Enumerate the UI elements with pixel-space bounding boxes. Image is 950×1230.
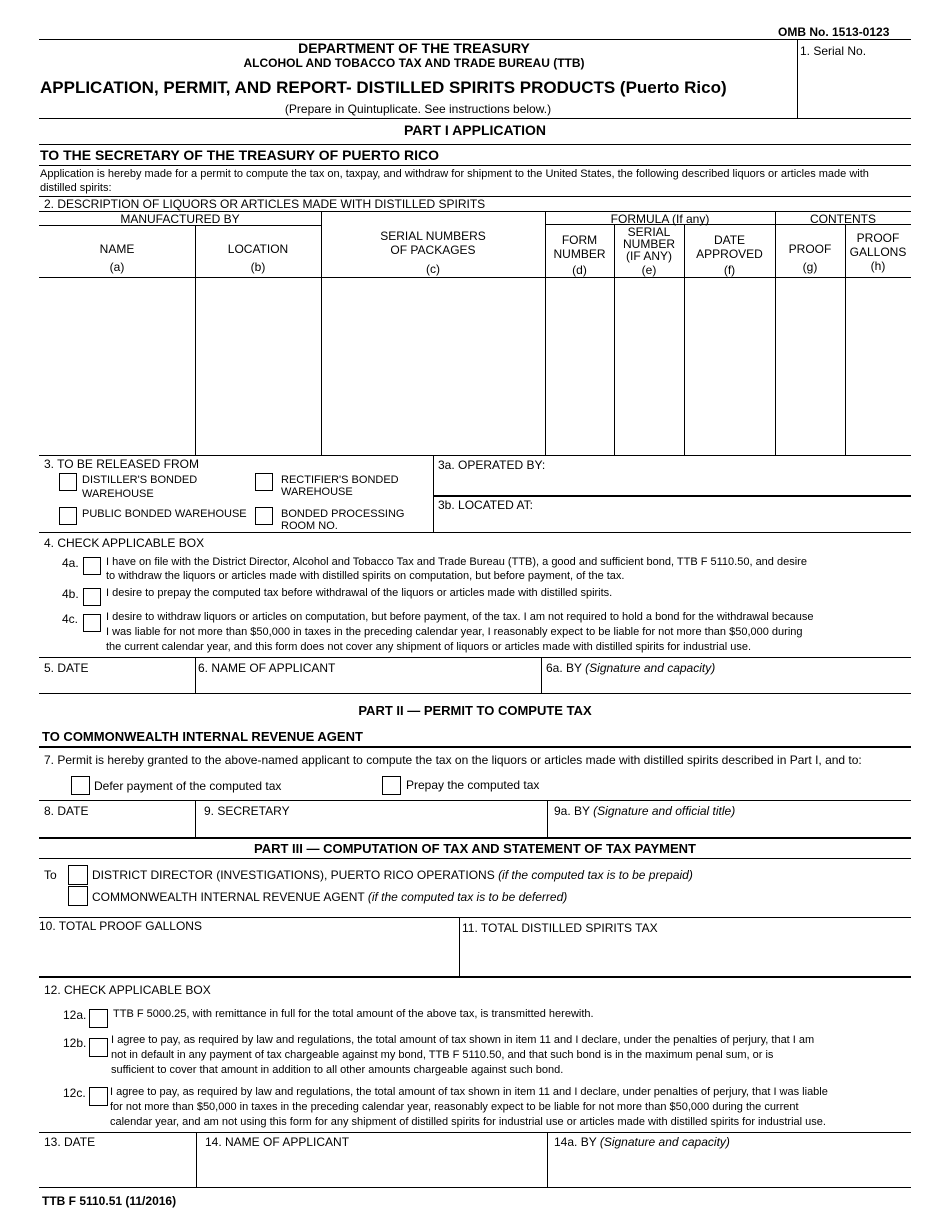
rule <box>39 746 911 748</box>
item9a-label: 9a. BY (Signature and official title) <box>554 804 736 818</box>
rule <box>39 693 911 694</box>
col-c-label1: SERIAL NUMBERS <box>380 229 486 243</box>
rectifiers-label-1: RECTIFIER'S BONDED <box>281 474 399 486</box>
item12b-text-2: not in default in any payment of tax chargeable against my bond, TTB F 5110.50, and that such bond is in the maximum penal sum, or is <box>111 1049 774 1061</box>
item12a-label: 12a. <box>63 1008 87 1022</box>
operated-by-field[interactable] <box>438 472 908 494</box>
part1-heading: PART I APPLICATION <box>403 122 547 138</box>
item4a-checkbox[interactable] <box>83 557 101 575</box>
item6-name-field[interactable] <box>198 676 538 692</box>
item4b-text-1: I desire to prepay the computed tax before withdrawal of the liquors or articles made with distilled spirits. <box>106 587 613 599</box>
defer-payment-checkbox[interactable] <box>71 776 90 795</box>
bonded-processing-label-2: ROOM NO. <box>281 520 338 532</box>
bureau-name: ALCOHOL AND TOBACCO TAX AND TRADE BUREAU (TTB) <box>243 56 585 70</box>
prepay-checkbox[interactable] <box>382 776 401 795</box>
part3-heading: PART III — COMPUTATION OF TAX AND STATEMENT OF TAX PAYMENT <box>254 841 696 856</box>
item10-label: 10. TOTAL PROOF GALLONS <box>39 919 202 933</box>
item12c-text-2: for not more than $50,000 in taxes in the preceding calendar year, reasonably expect to be liable for not more than $50,000 during the current <box>110 1101 799 1113</box>
district-director-checkbox[interactable] <box>68 865 88 885</box>
col-f-letter: (f) <box>723 263 736 277</box>
item4-label: 4. CHECK APPLICABLE BOX <box>44 536 205 550</box>
operated-by-label: 3a. OPERATED BY: <box>438 458 546 472</box>
col-c-label2: OF PACKAGES <box>390 243 476 257</box>
item14a-signature-field[interactable] <box>554 1152 908 1184</box>
item12-label: 12. CHECK APPLICABLE BOX <box>44 983 211 997</box>
item8-label: 8. DATE <box>44 804 89 818</box>
contents-header: CONTENTS <box>810 212 876 226</box>
rule <box>39 657 911 658</box>
item14-name-field[interactable] <box>205 1152 543 1184</box>
col-a-letter: (a) <box>109 260 125 274</box>
col-b-label: LOCATION <box>227 242 289 256</box>
item8-date-field[interactable] <box>44 819 192 835</box>
name-cell[interactable] <box>40 278 194 454</box>
col-d-letter: (d) <box>572 263 587 277</box>
col-f-label1: DATE <box>713 233 746 247</box>
rule <box>39 1132 911 1133</box>
distillers-bonded-warehouse-checkbox[interactable] <box>59 473 77 491</box>
proof-cell[interactable] <box>776 278 844 454</box>
item4b-checkbox[interactable] <box>83 588 101 606</box>
proof-gallons-cell[interactable] <box>846 278 910 454</box>
part1-to-line: TO THE SECRETARY OF THE TREASURY OF PUERTO RICO <box>40 147 440 163</box>
commonwealth-agent-label: COMMONWEALTH INTERNAL REVENUE AGENT (if the computed tax is to be deferred) <box>92 890 568 904</box>
item4b-label: 4b. <box>62 587 79 601</box>
manufactured-by-header: MANUFACTURED BY <box>120 212 240 226</box>
col-b-letter: (b) <box>250 260 266 274</box>
rule <box>39 144 911 145</box>
item5-date-field[interactable] <box>44 676 192 692</box>
item10-divider <box>459 917 460 977</box>
item8-divider <box>195 800 196 837</box>
item6a-signature-field[interactable] <box>546 676 908 692</box>
commonwealth-agent-checkbox[interactable] <box>68 886 88 906</box>
distillers-label-2: WAREHOUSE <box>82 488 154 500</box>
item13-date-field[interactable] <box>44 1152 192 1184</box>
item12b-text-1: I agree to pay, as required by law and regulations, the total amount of tax shown in item 11 and I declare, under the penalties of perjury, that I am <box>111 1034 815 1046</box>
item3-divider <box>433 455 434 532</box>
rule <box>39 532 911 533</box>
item9-label: 9. SECRETARY <box>204 804 290 818</box>
item4c-text-1: I desire to withdraw liquors or articles on computation, but before payment, of the tax. I am not required to hold a bond for the withdrawal because <box>106 611 814 623</box>
col-h-letter: (h) <box>870 259 886 273</box>
rule <box>39 800 911 801</box>
col-h-label1: PROOF <box>856 231 900 245</box>
form-subtitle: (Prepare in Quintuplicate. See instructions below.) <box>284 102 552 116</box>
total-distilled-spirits-tax-field[interactable] <box>464 936 908 974</box>
part1-intro: Application is hereby made for a permit to compute the tax on, taxpay, and withdraw for shipment to the United States, the following described liquors or articles made with distilled spirits: <box>40 168 869 194</box>
omb-number: OMB No. 1513-0123 <box>778 25 890 39</box>
rule <box>39 837 911 839</box>
item14-label: 14. NAME OF APPLICANT <box>205 1135 350 1149</box>
item12c-text-1: I agree to pay, as required by law and regulations, the total amount of tax shown in item 11 and I declare, under penalties of perjury, that I was liable <box>110 1086 828 1098</box>
rule <box>39 858 911 859</box>
item7-text: 7. Permit is hereby granted to the above-named applicant to compute the tax on the liquors or articles made with distilled spirits described in Part I, and to: <box>44 753 862 767</box>
rectifiers-bonded-warehouse-checkbox[interactable] <box>255 473 273 491</box>
item12c-checkbox[interactable] <box>89 1087 108 1106</box>
item4a-text-2: to withdraw the liquors or articles made with distilled spirits on computation, but before payment, of the tax. <box>106 570 625 582</box>
form-title: APPLICATION, PERMIT, AND REPORT- DISTILLED SPIRITS PRODUCTS (Puerto Rico) <box>40 78 727 97</box>
located-at-field[interactable] <box>438 512 908 530</box>
rule <box>39 225 321 226</box>
department-name: DEPARTMENT OF THE TREASURY <box>298 40 530 56</box>
item6-divider <box>541 657 542 693</box>
location-cell[interactable] <box>196 278 320 454</box>
item12a-checkbox[interactable] <box>89 1009 108 1028</box>
item12b-label: 12b. <box>63 1036 87 1050</box>
item4a-text-1: I have on file with the District Director, Alcohol and Tobacco Tax and Trade Bureau (TTB), a good and sufficient bond, TTB F 5110.50, and desire <box>106 556 807 568</box>
rule <box>39 976 911 978</box>
district-director-label: DISTRICT DIRECTOR (INVESTIGATIONS), PUERTO RICO OPERATIONS (if the computed tax is to be prepaid) <box>92 868 693 882</box>
item6a-label: 6a. BY (Signature and capacity) <box>546 661 716 675</box>
item4a-label: 4a. <box>62 556 79 570</box>
rule <box>39 165 911 166</box>
col-c-letter: (c) <box>426 262 440 276</box>
item2-label: 2. DESCRIPTION OF LIQUORS OR ARTICLES MADE WITH DISTILLED SPIRITS <box>44 197 486 211</box>
item12b-text-3: sufficient to cover that amount in addition to all other amounts chargeable against such bond. <box>111 1064 564 1076</box>
col-e-letter: (e) <box>641 263 657 277</box>
serial-no-field[interactable] <box>800 60 908 114</box>
item13-label: 13. DATE <box>44 1135 96 1149</box>
item12a-text-1: TTB F 5000.25, with remittance in full for the total amount of the above tax, is transmitted herewith. <box>113 1008 594 1020</box>
total-proof-gallons-field[interactable] <box>44 936 454 974</box>
col-g-letter: (g) <box>802 260 818 274</box>
rule <box>39 1187 911 1188</box>
public-bonded-label: PUBLIC BONDED WAREHOUSE <box>82 508 247 520</box>
item4c-text-2: I was liable for not more than $50,000 in taxes in the preceding calendar year, I reasonably expect to be liable for not more than $50,000 during <box>106 626 803 638</box>
public-bonded-warehouse-checkbox[interactable] <box>59 507 77 525</box>
form-number-cell[interactable] <box>546 278 613 454</box>
item3-label: 3. TO BE RELEASED FROM <box>44 457 199 471</box>
item9-divider <box>547 800 548 837</box>
located-at-label: 3b. LOCATED AT: <box>438 498 533 512</box>
rule <box>545 224 911 225</box>
rule <box>433 495 911 497</box>
item5-label: 5. DATE <box>44 661 89 675</box>
date-approved-cell[interactable] <box>685 278 774 454</box>
item6-label: 6. NAME OF APPLICANT <box>198 661 336 675</box>
prepay-label: Prepay the computed tax <box>406 778 540 792</box>
col-e-label3: (IF ANY) <box>625 249 672 263</box>
formula-serial-cell[interactable] <box>615 278 683 454</box>
serial-no-label: 1. Serial No. <box>800 44 867 58</box>
item4c-checkbox[interactable] <box>83 614 101 632</box>
col-a-label: NAME <box>99 242 135 256</box>
rule <box>39 917 911 918</box>
item5-divider <box>195 657 196 693</box>
distillers-label-1: DISTILLER'S BONDED <box>82 474 198 486</box>
serial-divider <box>797 39 798 118</box>
item9-secretary-field[interactable] <box>204 819 544 835</box>
col-g-label: PROOF <box>788 242 832 256</box>
item11-label: 11. TOTAL DISTILLED SPIRITS TAX <box>462 921 658 935</box>
item13-divider <box>196 1132 197 1187</box>
item14a-label: 14a. BY (Signature and capacity) <box>554 1135 730 1149</box>
part3-to-label: To <box>44 868 57 882</box>
item12b-checkbox[interactable] <box>89 1038 108 1057</box>
item9a-signature-field[interactable] <box>554 819 908 835</box>
item4c-label: 4c. <box>62 612 79 626</box>
formula-header: FORMULA (If any) <box>610 212 710 226</box>
part2-to-line: TO COMMONWEALTH INTERNAL REVENUE AGENT <box>42 729 363 744</box>
form-identifier: TTB F 5110.51 (11/2016) <box>42 1194 177 1208</box>
col-e-label2: NUMBER <box>622 237 675 251</box>
item12c-label: 12c. <box>63 1086 86 1100</box>
defer-payment-label: Defer payment of the computed tax <box>94 779 282 793</box>
part2-heading: PART II — PERMIT TO COMPUTE TAX <box>358 703 592 718</box>
rectifiers-label-2: WAREHOUSE <box>281 486 353 498</box>
item14-divider <box>547 1132 548 1187</box>
col-d-label2: NUMBER <box>553 247 606 261</box>
serial-numbers-cell[interactable] <box>322 278 544 454</box>
col-d-label1: FORM <box>561 233 598 247</box>
item4c-text-3: the current calendar year, and this form does not cover any shipment of liquors or articles made with distilled spirits for industrial use. <box>106 641 752 653</box>
col-h-label2: GALLONS <box>849 245 907 259</box>
rule <box>39 118 911 119</box>
item12c-text-3: calendar year, and am not using this form for any shipment of distilled spirits for industrial use or articles made with distilled spirits for industrial use. <box>110 1116 826 1128</box>
bonded-processing-room-checkbox[interactable] <box>255 507 273 525</box>
col-f-label2: APPROVED <box>696 247 763 261</box>
bonded-processing-label-1: BONDED PROCESSING <box>281 508 405 520</box>
rule <box>39 455 911 456</box>
col-e-label1: SERIAL <box>627 225 671 239</box>
